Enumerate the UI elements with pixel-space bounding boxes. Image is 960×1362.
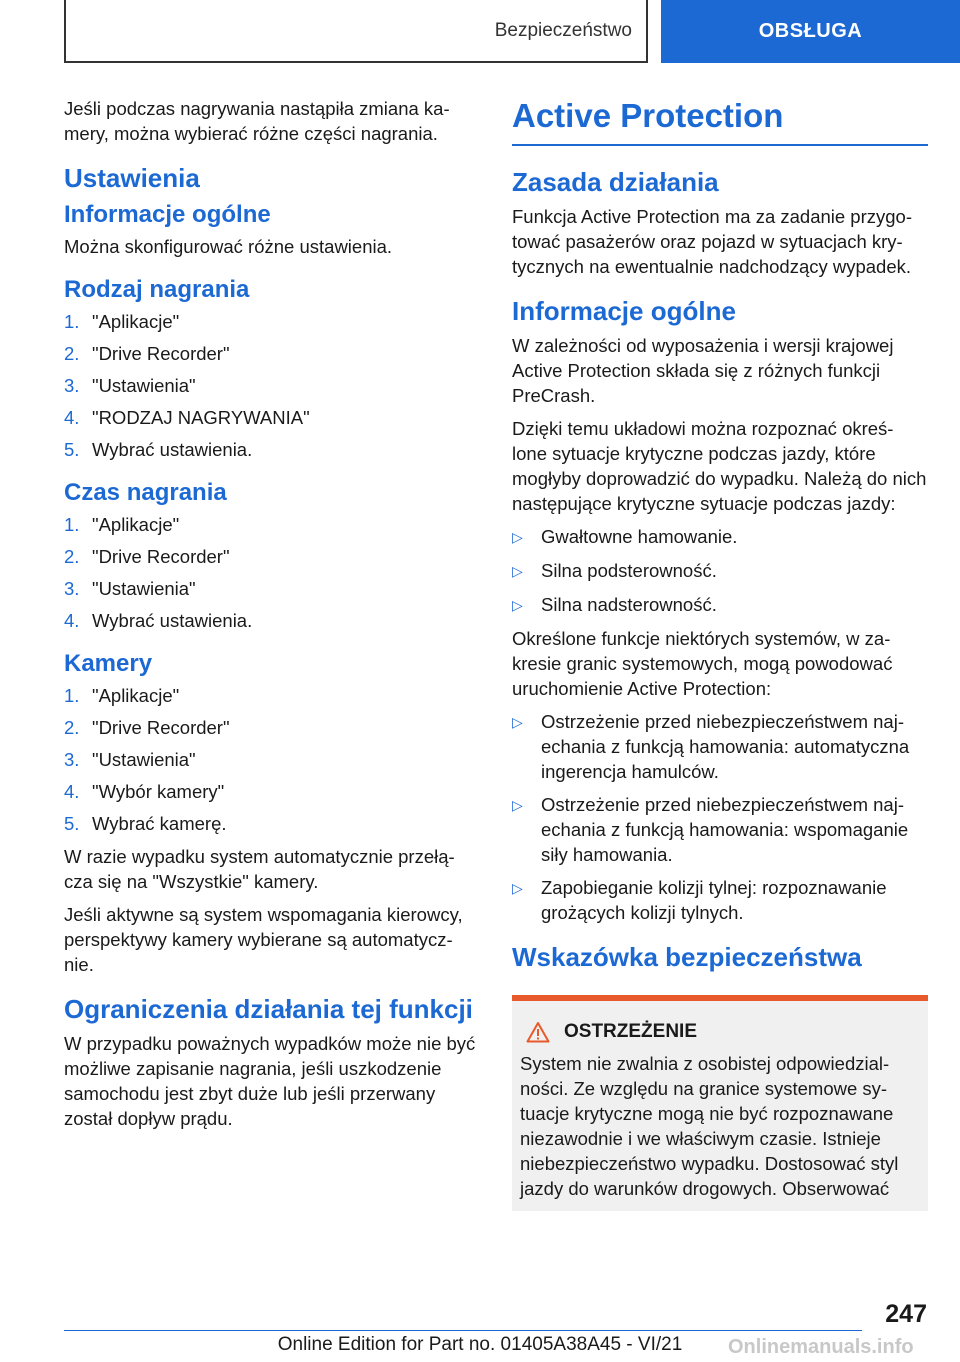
right-column	[512, 96, 928, 1211]
list-item: 2. "Drive Recorder"	[64, 343, 230, 364]
czas-steps-list	[64, 512, 482, 633]
header-chapter-title: OBSŁUGA	[758, 20, 863, 42]
list-item: ▷ Silna podsterowność.	[512, 558, 928, 584]
list-item: 5. Wybrać kamerę.	[64, 813, 227, 834]
list-item: ▷ Gwałtowne hamowanie.	[512, 524, 928, 550]
kamery-paragraph-1: W razie wypadku system automatycznie przełą-cza się na "Wszystkie" kamery.	[64, 846, 455, 892]
header-chapter-tab	[661, 0, 960, 63]
triangle-bullet-icon: ▷	[512, 880, 523, 896]
watermark: Onlinemanuals.info	[728, 1336, 914, 1358]
info-paragraph: Można skonfigurować różne ustawienia.	[64, 236, 393, 257]
heading-informacje-ogolne-right: Informacje ogólne	[512, 296, 736, 326]
warning-title-row	[526, 1021, 920, 1043]
warning-triangle-icon	[526, 1021, 550, 1043]
ograniczenia-paragraph: W przypadku poważnych wypadków może nie być możliwe zapisanie nagrania, jeśli uszkodzenie samochodu jest zbyt duże lub jeśli przerwany został dopływ prądu.	[64, 1033, 476, 1129]
list-item: 2. "Drive Recorder"	[64, 546, 230, 567]
list-item: 3. "Ustawienia"	[64, 578, 196, 599]
heading-czas-nagrania: Czas nagrania	[64, 479, 227, 506]
intro-paragraph: Jeśli podczas nagrywania nastąpiła zmiana ka-mery, można wybierać różne części nagrania.	[64, 98, 450, 144]
footer-edition: Online Edition for Part no. 01405A38A45 - VI/21	[277, 1334, 683, 1355]
list-item: ▷ Silna nadsterowność.	[512, 592, 928, 618]
rodzaj-steps-list	[64, 309, 482, 462]
info-paragraph-1: W zależności od wyposażenia i wersji krajowej Active Protection składa się z różnych funkcji PreCrash.	[512, 335, 894, 406]
left-column	[64, 96, 482, 1139]
list-item: 2. "Drive Recorder"	[64, 717, 230, 738]
list-item: 3. "Ustawienia"	[64, 749, 196, 770]
header-section-title: Bezpieczeństwo	[494, 19, 632, 41]
info-paragraph-2: Dzięki temu układowi można rozpoznać okreś-lone sytuacje krytyczne podczas jazdy, które mogłyby doprowadzić do wypadku. Należą do nich następujące krytyczne sytuacje podczas jazdy:	[512, 418, 927, 514]
heading-ograniczenia: Ograniczenia działania tej funkcji	[64, 994, 473, 1024]
list-item: 4. "RODZAJ NAGRYWANIA"	[64, 407, 310, 428]
warning-box	[512, 995, 928, 1211]
footer-divider	[64, 1330, 862, 1331]
heading-kamery: Kamery	[64, 650, 153, 677]
list-item: ▷ Ostrzeżenie przed niebezpieczeństwem naj-echania z funkcją hamowania: automatyczna ingerencja hamulców.	[512, 711, 910, 782]
heading-zasada-dzialania: Zasada działania	[512, 167, 719, 197]
triangle-bullet-icon: ▷	[512, 797, 523, 813]
heading-wskazowka: Wskazówka bezpieczeństwa	[512, 942, 862, 972]
list-item: 3. "Ustawienia"	[64, 375, 196, 396]
list-item: 1. "Aplikacje"	[64, 685, 180, 706]
warning-text: System nie zwalnia z osobistej odpowiedzial-ności. Ze względu na granice systemowe sy-tuacje krytyczne mogą nie być rozpoznawane niezawodnie i we właściwym czasie. Istnieje niebezpieczeństwo wypadku. Dostosować styl jazdy do warunków drogowych. Obserwować	[520, 1053, 899, 1199]
triangle-bullet-icon: ▷	[512, 714, 523, 730]
list-item: 4. Wybrać ustawienia.	[64, 610, 253, 631]
trigger-functions-list	[512, 709, 928, 925]
kamery-steps-list	[64, 683, 482, 836]
info-paragraph-3: Określone funkcje niektórych systemów, w za-kresie granic systemowych, mogą powodować uruchomienie Active Protection:	[512, 628, 893, 699]
heading-rodzaj-nagrania: Rodzaj nagrania	[64, 276, 250, 303]
warning-title: OSTRZEŻENIE	[564, 1021, 698, 1042]
header-section-box	[64, 0, 648, 63]
heading-informacje-ogolne: Informacje ogólne	[64, 201, 271, 228]
list-item: 5. Wybrać ustawienia.	[64, 439, 253, 460]
list-item: 4. "Wybór kamery"	[64, 781, 225, 802]
list-item: ▷ Ostrzeżenie przed niebezpieczeństwem naj-echania z funkcją hamowania: wspomaganie siły hamowania.	[512, 794, 909, 865]
triangle-bullet-icon: ▷	[512, 597, 523, 613]
page-title: Active Protection	[512, 96, 928, 146]
page-number: 247	[885, 1300, 927, 1328]
triangle-bullet-icon: ▷	[512, 529, 523, 545]
zasada-paragraph: Funkcja Active Protection ma za zadanie przygo-tować pasażerów oraz pojazd w sytuacjach kry-tycznych na ewentualnie nadchodzący wypadek.	[512, 206, 912, 277]
kamery-paragraph-2: Jeśli aktywne są system wspomagania kierowcy, perspektywy kamery wybierane są automatycz-nie.	[64, 904, 463, 975]
heading-ustawienia: Ustawienia	[64, 163, 200, 193]
list-item: ▷ Zapobieganie kolizji tylnej: rozpoznawanie grożących kolizji tylnych.	[512, 877, 887, 923]
triangle-bullet-icon: ▷	[512, 563, 523, 579]
list-item: 1. "Aplikacje"	[64, 311, 180, 332]
list-item: 1. "Aplikacje"	[64, 514, 180, 535]
critical-situations-list	[512, 524, 928, 618]
